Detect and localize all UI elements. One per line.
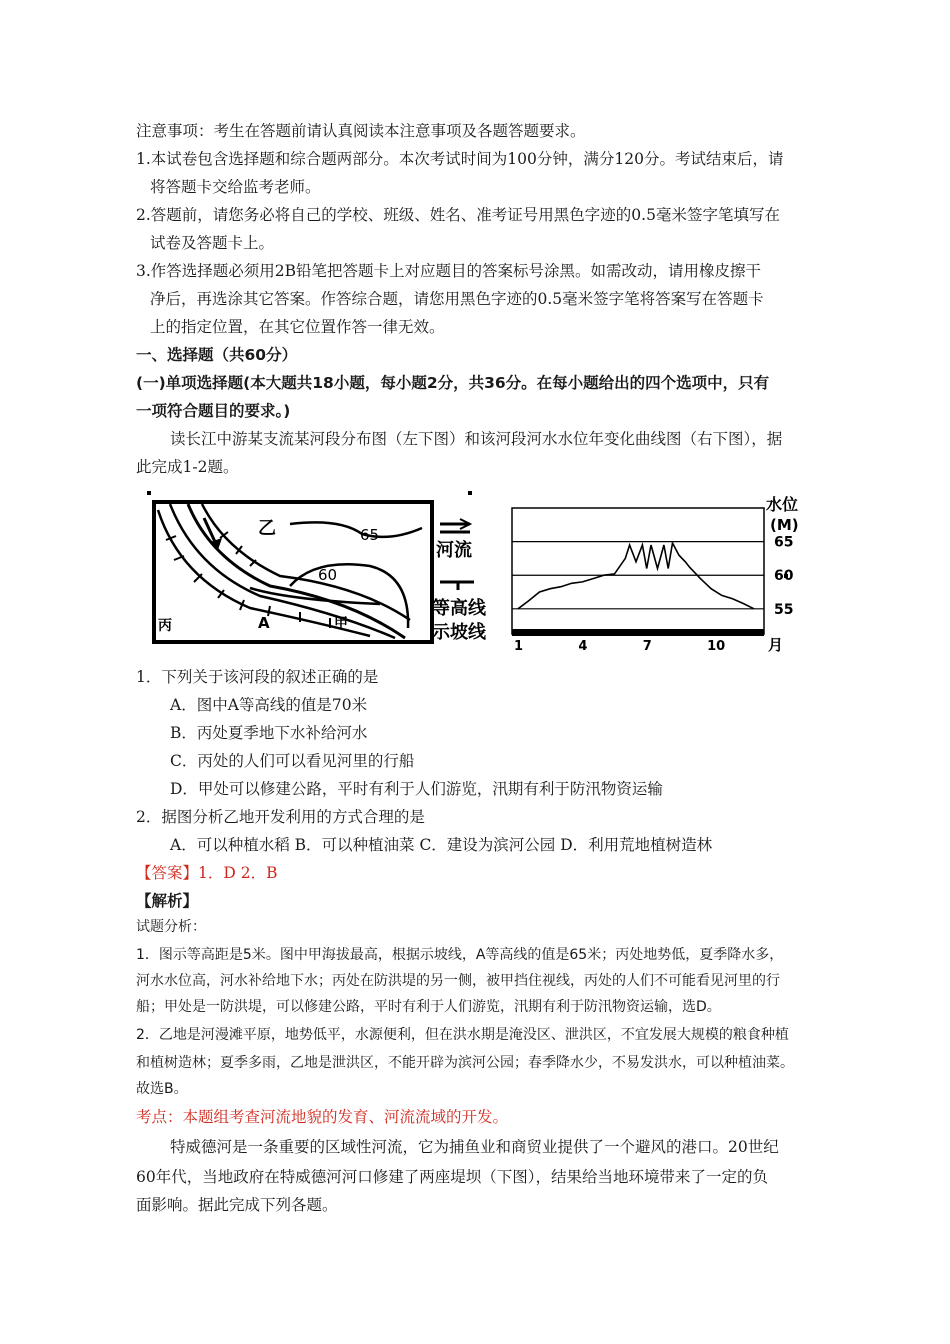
analysis-text: 2．乙地是河漫滩平原，地势低平，水源便利，但在洪水期是淹没区、泄洪区，不宜发展大规模的粮食种植 <box>136 1027 789 1043</box>
q1-option-b: B．丙处夏季地下水补给河水 <box>170 724 368 742</box>
label-bing: 丙 <box>158 618 172 634</box>
x-tick-label: 7 <box>642 639 652 654</box>
legend-slope-symbol <box>440 582 474 590</box>
q1-option-c: C．丙处的人们可以看见河里的行船 <box>170 752 415 770</box>
answer-label: 【答案】 <box>136 864 199 882</box>
analysis-label: 【解析】 <box>136 892 199 910</box>
notice-item: 净后，再选涂其它答案。作答综合题，请您用黑色字迹的0.5毫米签字笔将答案写在答题卡 <box>150 290 764 308</box>
notice-item: 1.本试卷包含选择题和综合题两部分。本次考试时间为100分钟，满分120分。考试结束后，请 <box>136 150 784 168</box>
contour-line <box>290 564 408 628</box>
y-axis-label: 水位 <box>766 495 799 514</box>
y-tick-label: 60 <box>774 568 794 585</box>
q2-options: A．可以种植水稻 B．可以种植油菜 C．建设为滨河公园 D．利用荒地植树造林 <box>170 836 713 854</box>
label-jia: 甲 <box>334 616 348 632</box>
section-heading: 一、选择题（共60分） <box>136 346 298 364</box>
legend-slope: 示坡线 <box>432 622 486 643</box>
water-level-series <box>518 543 754 609</box>
x-tick-label: 4 <box>578 639 588 654</box>
water-level-chart <box>508 488 818 654</box>
legend-river: 河流 <box>436 540 472 561</box>
analysis-intro: 试题分析： <box>136 919 206 935</box>
q1-stem: 1．下列关于该河段的叙述正确的是 <box>136 668 379 686</box>
analysis-text: 1．图示等高距是5米。图中甲海拔最高，根据示坡线，A等高线的值是65米；丙处地势低，夏季降水多， <box>136 947 784 963</box>
river-section-map <box>140 488 510 648</box>
x-tick-label: 1 <box>514 639 524 654</box>
q1-option-a: A．图中A等高线的值是70米 <box>170 696 368 714</box>
y-tick-label: 65 <box>774 534 794 551</box>
contour-line <box>290 522 422 537</box>
next-intro: 60年代，当地政府在特威德河河口修建了两座堤坝（下图），结果给当地环境带来了一定的负 <box>136 1168 768 1186</box>
sub-heading: 一项符合题目的要求。) <box>136 402 291 420</box>
answer-line <box>136 862 277 884</box>
slope-line <box>166 536 330 628</box>
notice-title: 注意事项：考生在答题前请认真阅读本注意事项及各题答题要求。 <box>136 122 586 140</box>
label-a: A <box>258 614 270 632</box>
sub-heading: (一)单项选择题(本大题共18小题，每小题2分，共36分。在每小题给出的四个选项中，只有 <box>136 374 770 392</box>
notice-item: 将答题卡交给监考老师。 <box>150 178 321 196</box>
label-60: 60 <box>318 566 338 584</box>
next-intro: 面影响。据此完成下列各题。 <box>136 1196 338 1214</box>
notice-item: 上的指定位置，在其它位置作答一律无效。 <box>150 318 445 336</box>
analysis-text: 故选B。 <box>136 1081 188 1097</box>
label-yi: 乙 <box>258 518 276 539</box>
notice-item: 2.答题前，请您务必将自己的学校、班级、姓名、准考证号用黑色字迹的0.5毫米签字笔填写在 <box>136 206 780 224</box>
next-intro: 特威德河是一条重要的区域性河流，它为捕鱼业和商贸业提供了一个避风的港口。20世纪 <box>170 1138 779 1156</box>
y-tick-label: 55 <box>774 601 794 618</box>
analysis-text: 船；甲处是一防洪堤，可以修建公路，平时有利于人们游览，汛期有利于防汛物资运输，选D。 <box>136 999 721 1015</box>
legend-contour: 等高线 <box>432 598 486 619</box>
y-axis-unit: (M) <box>770 516 799 534</box>
x-tick-label: 10 <box>707 639 726 654</box>
notice-item: 试卷及答题卡上。 <box>150 234 275 252</box>
q1-option-d: D．甲处可以修建公路，平时有利于人们游览，汛期有利于防汛物资运输 <box>170 780 663 798</box>
q2-stem: 2．据图分析乙地开发利用的方式合理的是 <box>136 808 425 826</box>
question-intro: 读长江中游某支流某河段分布图（左下图）和该河段河水水位年变化曲线图（右下图），据 <box>170 430 783 448</box>
analysis-text: 河水水位高，河水补给地下水；丙处在防洪堤的另一侧，被甲挡住视线，丙处的人们不可能看见河里的行 <box>136 973 780 989</box>
x-axis-label: 月 <box>768 636 784 654</box>
chart-frame <box>512 508 764 634</box>
notice-item: 3.作答选择题必须用2B铅笔把答题卡上对应题目的答案标号涂黑。如需改动，请用橡皮擦干 <box>136 262 762 280</box>
analysis-text: 和植树造林；夏季多雨，乙地是泄洪区，不能开辟为滨河公园；春季降水少，不易发洪水，可以种植油菜。 <box>136 1055 794 1071</box>
kaodian: 考点：本题组考查河流地貌的发育、河流流域的开发。 <box>136 1108 509 1126</box>
answer-value: 1．D 2．B <box>198 864 278 882</box>
contour-line <box>170 504 395 638</box>
question-intro: 此完成1-2题。 <box>136 458 239 476</box>
chart-bottom-bar <box>512 629 764 636</box>
label-65: 65 <box>360 526 380 544</box>
